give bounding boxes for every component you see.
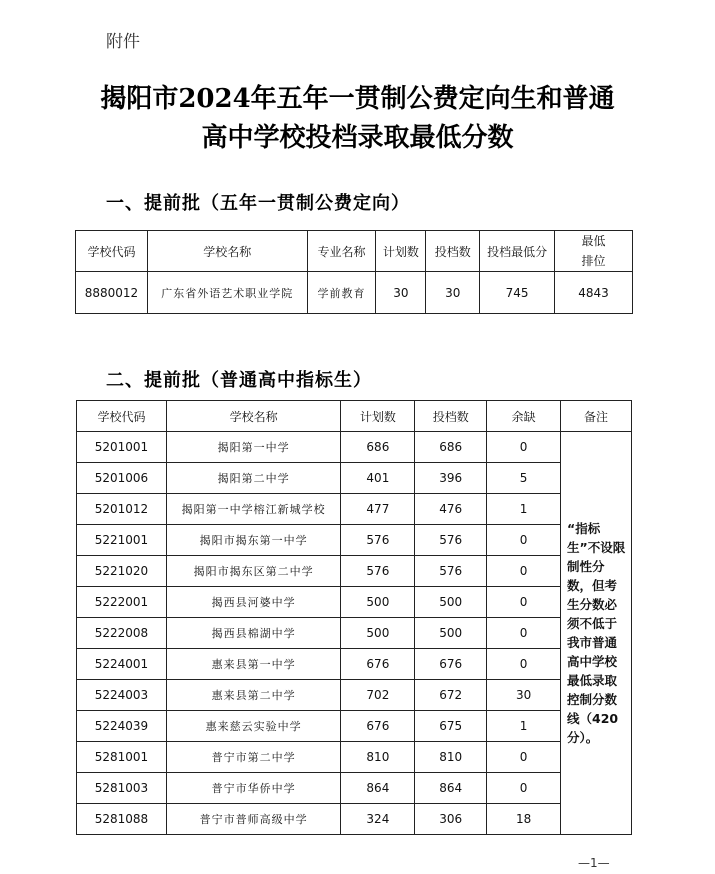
cell-filed-count: 306 [415,804,487,835]
cell-school-name: 揭阳第一中学 [166,432,341,463]
cell-plan-count: 686 [341,432,415,463]
cell-plan-count: 477 [341,494,415,525]
cell-school-name: 普宁市第二中学 [166,742,341,773]
cell-plan-count: 500 [341,618,415,649]
cell-shortfall: 5 [487,463,561,494]
cell-school-name: 普宁市华侨中学 [166,773,341,804]
cell-min-rank: 4843 [555,272,633,314]
section-1-heading: 一、提前批（五年一贯制公费定向） [106,193,410,214]
early-batch-quota-table [76,400,632,835]
cell-plan-count: 702 [341,680,415,711]
early-batch-five-year-table [75,230,633,314]
cell-plan-count: 576 [341,556,415,587]
cell-shortfall: 1 [487,494,561,525]
cell-filed-count: 30 [426,272,480,314]
cell-plan-count: 576 [341,525,415,556]
cell-school-code: 5221020 [77,556,167,587]
col-header-school-code: 学校代码 [77,401,167,432]
table-row [77,587,632,618]
cell-school-code: 5281088 [77,804,167,835]
table-header-row [76,231,633,272]
cell-shortfall: 30 [487,680,561,711]
cell-school-name: 惠来县第一中学 [166,649,341,680]
cell-school-name: 惠来慈云实验中学 [166,711,341,742]
col-header-plan-count: 计划数 [376,231,426,272]
table-row [77,618,632,649]
cell-school-code: 8880012 [76,272,148,314]
cell-shortfall: 0 [487,742,561,773]
cell-filed-count: 476 [415,494,487,525]
cell-school-code: 5201001 [77,432,167,463]
cell-filed-count: 396 [415,463,487,494]
table-row [77,680,632,711]
col-header-plan-count: 计划数 [341,401,415,432]
cell-school-code: 5221001 [77,525,167,556]
cell-shortfall: 0 [487,649,561,680]
cell-plan-count: 401 [341,463,415,494]
cell-filed-count: 686 [415,432,487,463]
cell-shortfall: 0 [487,618,561,649]
cell-filed-count: 500 [415,618,487,649]
cell-school-name: 广东省外语艺术职业学院 [147,272,307,314]
table-row [77,742,632,773]
table-row [77,804,632,835]
col-header-min-score: 投档最低分 [480,231,555,272]
page-number: —1— [578,856,610,870]
cell-school-name: 揭阳第一中学榕江新城学校 [166,494,341,525]
cell-plan-count: 864 [341,773,415,804]
col-header-filed-count: 投档数 [426,231,480,272]
cell-school-name: 揭阳市揭东区第二中学 [166,556,341,587]
cell-major-name: 学前教育 [307,272,376,314]
cell-shortfall: 0 [487,432,561,463]
cell-filed-count: 672 [415,680,487,711]
cell-school-code: 5222001 [77,587,167,618]
table-row [77,556,632,587]
cell-school-code: 5201006 [77,463,167,494]
col-header-school-code: 学校代码 [76,231,148,272]
cell-school-code: 5201012 [77,494,167,525]
col-header-remarks: 备注 [561,401,632,432]
document-title-line-1: 揭阳市2024年五年一贯制公费定向生和普通 [100,84,615,114]
cell-filed-count: 500 [415,587,487,618]
col-header-major-name: 专业名称 [307,231,376,272]
table-row [77,432,632,463]
cell-shortfall: 18 [487,804,561,835]
cell-shortfall: 0 [487,525,561,556]
section-2-heading: 二、提前批（普通高中指标生） [106,370,372,391]
cell-school-name: 揭阳第二中学 [166,463,341,494]
cell-school-code: 5281003 [77,773,167,804]
cell-school-name: 普宁市普师高级中学 [166,804,341,835]
table-row [77,525,632,556]
cell-school-name: 揭西县河婆中学 [166,587,341,618]
attachment-label: 附件 [106,32,140,52]
table-row [77,649,632,680]
col-header-min-rank: 最低排位 [555,231,633,272]
col-header-shortfall: 余缺 [487,401,561,432]
table-row [77,711,632,742]
cell-shortfall: 0 [487,587,561,618]
cell-filed-count: 675 [415,711,487,742]
cell-plan-count: 810 [341,742,415,773]
cell-plan-count: 30 [376,272,426,314]
cell-filed-count: 864 [415,773,487,804]
cell-plan-count: 500 [341,587,415,618]
table-row [77,463,632,494]
col-header-filed-count: 投档数 [415,401,487,432]
cell-school-code: 5224003 [77,680,167,711]
table-row [77,494,632,525]
cell-shortfall: 0 [487,556,561,587]
cell-filed-count: 676 [415,649,487,680]
cell-plan-count: 676 [341,649,415,680]
cell-school-code: 5281001 [77,742,167,773]
cell-school-name: 揭阳市揭东第一中学 [166,525,341,556]
cell-school-code: 5222008 [77,618,167,649]
cell-filed-count: 576 [415,525,487,556]
table-row [76,272,633,314]
cell-min-score: 745 [480,272,555,314]
table-header-row [77,401,632,432]
col-header-school-name: 学校名称 [166,401,341,432]
table-row [77,773,632,804]
remarks-note: “指标生”不设限制性分数，但考生分数必须不低于我市普通高中学校最低录取控制分数线（420分）。 [561,432,632,835]
cell-filed-count: 576 [415,556,487,587]
cell-school-code: 5224001 [77,649,167,680]
cell-school-name: 惠来县第二中学 [166,680,341,711]
cell-plan-count: 324 [341,804,415,835]
cell-plan-count: 676 [341,711,415,742]
document-title-line-2: 高中学校投档录取最低分数 [201,123,514,153]
cell-school-name: 揭西县棉湖中学 [166,618,341,649]
cell-shortfall: 0 [487,773,561,804]
col-header-school-name: 学校名称 [147,231,307,272]
cell-filed-count: 810 [415,742,487,773]
cell-school-code: 5224039 [77,711,167,742]
cell-shortfall: 1 [487,711,561,742]
